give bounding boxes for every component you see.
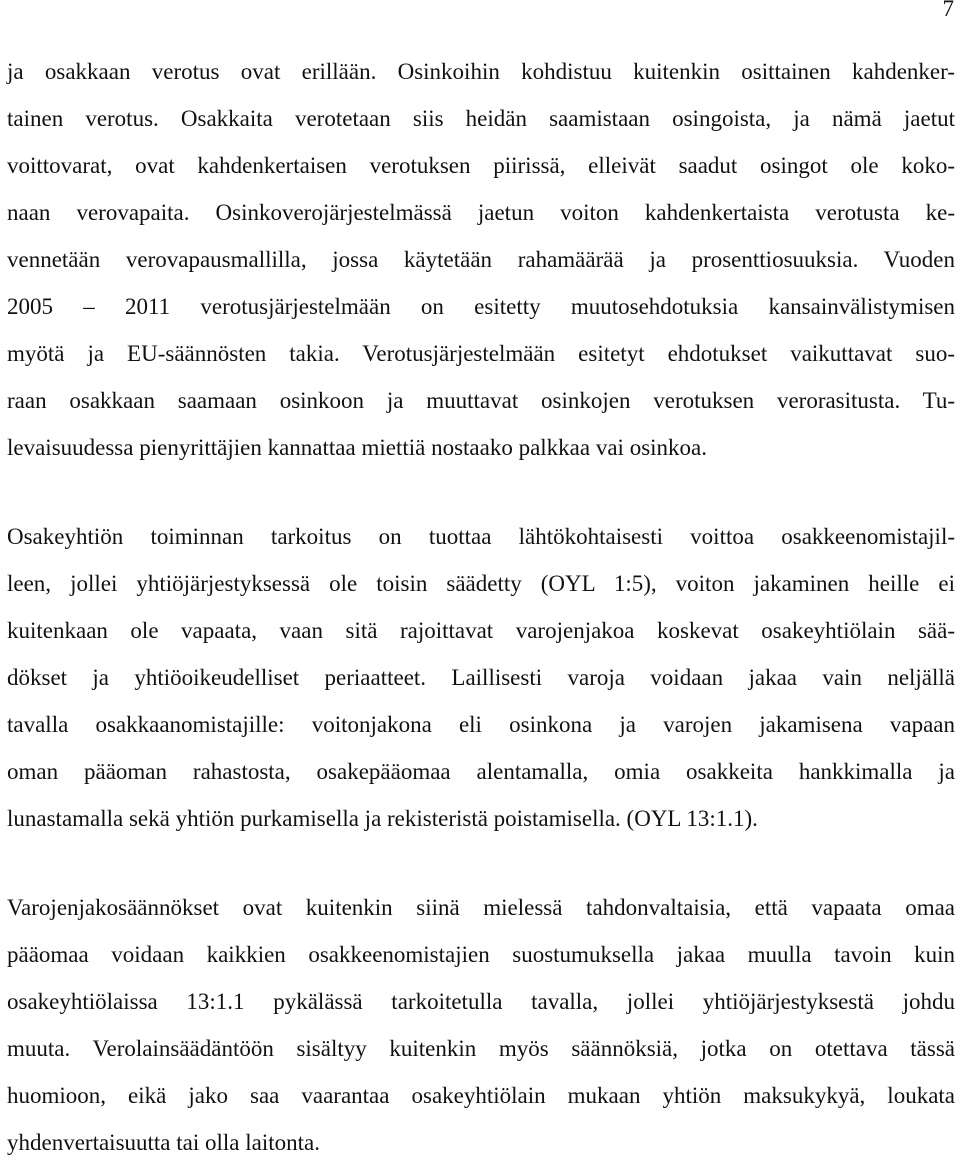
text-line: vennetään verovapausmallilla, jossa käytetään rahamäärää ja prosenttiosuuksia. Vuoden — [7, 247, 955, 272]
text-line: ja osakkaan verotus ovat erillään. Osinkoihin kohdistuu kuitenkin osittainen kahdenker- — [7, 59, 955, 84]
text-line: pääomaa voidaan kaikkien osakkeenomistajien suostumuksella jakaa muulla tavoin kuin — [7, 942, 955, 967]
paragraph-company-purpose — [7, 513, 955, 842]
paragraph-distribution-rules — [7, 884, 955, 1166]
text-line: muuta. Verolainsäädäntöön sisältyy kuitenkin myös säännöksiä, jotka on otettava tässä — [7, 1036, 955, 1061]
text-line: voittovarat, ovat kahdenkertaisen verotuksen piirissä, elleivät saadut osingot ole koko- — [7, 153, 955, 178]
text-line: dökset ja yhtiöoikeudelliset periaatteet. Laillisesti varoja voidaan jakaa vain neljällä — [7, 665, 955, 690]
text-line: osakeyhtiölaissa 13:1.1 pykälässä tarkoitetulla tavalla, jollei yhtiöjärjestyksestä johdu — [7, 989, 955, 1014]
text-line: leen, jollei yhtiöjärjestyksessä ole toisin säädetty (OYL 1:5), voiton jakaminen heille ei — [7, 571, 955, 596]
text-line: naan verovapaita. Osinkoverojärjestelmässä jaetun voiton kahdenkertaista verotusta ke- — [7, 200, 955, 225]
text-line: levaisuudessa pienyrittäjien kannattaa miettiä nostaako palkkaa vai osinkoa. — [7, 435, 707, 460]
text-line: Osakeyhtiön toiminnan tarkoitus on tuottaa lähtökohtaisesti voittoa osakkeenomistajil- — [7, 524, 955, 549]
text-line: kuitenkaan ole vapaata, vaan sitä rajoittavat varojenjakoa koskevat osakeyhtiölain sää- — [7, 618, 955, 643]
text-line: raan osakkaan saamaan osinkoon ja muuttavat osinkojen verotuksen verorasitusta. Tu- — [7, 388, 955, 413]
paragraph-tax-on-dividends — [7, 48, 955, 471]
text-line: oman pääoman rahastosta, osakepääomaa alentamalla, omia osakkeita hankkimalla ja — [7, 759, 955, 784]
page-number: 7 — [942, 0, 954, 21]
text-line: yhdenvertaisuutta tai olla laitonta. — [7, 1130, 320, 1155]
text-line: lunastamalla sekä yhtiön purkamisella ja rekisteristä poistamisella. (OYL 13:1.1). — [7, 806, 758, 831]
text-line: 2005 – 2011 verotusjärjestelmään on esitetty muutosehdotuksia kansainvälistymisen — [7, 294, 955, 319]
text-line: myötä ja EU-säännösten takia. Verotusjärjestelmään esitetyt ehdotukset vaikuttavat suo- — [7, 341, 955, 366]
text-line: tainen verotus. Osakkaita verotetaan siis heidän saamistaan osingoista, ja nämä jaetut — [7, 106, 955, 131]
text-line: tavalla osakkaanomistajille: voitonjakona eli osinkona ja varojen jakamisena vapaan — [7, 712, 955, 737]
text-line: huomioon, eikä jako saa vaarantaa osakeyhtiölain mukaan yhtiön maksukykyä, loukata — [7, 1083, 955, 1108]
text-line: Varojenjakosäännökset ovat kuitenkin siinä mielessä tahdonvaltaisia, että vapaata omaa — [7, 895, 955, 920]
